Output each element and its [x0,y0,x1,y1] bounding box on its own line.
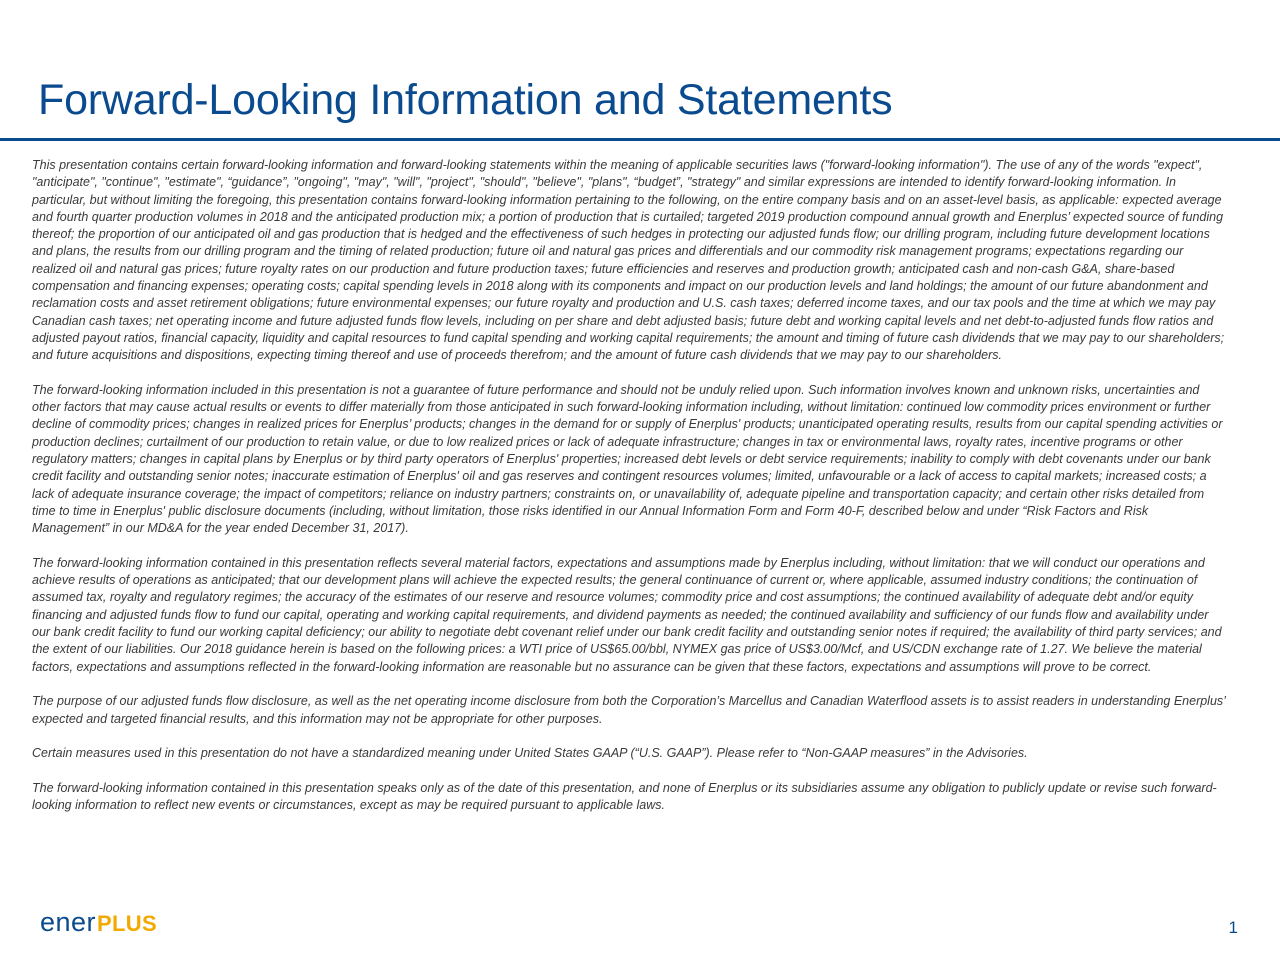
paragraph-forward-looking-intro: This presentation contains certain forward-looking information and forward-looking statements within the meaning of applicable securities laws ("forward-looking information"). The use of any of the words "expect", "anticipate", "continue", "estimate", “guidance”, "ongoing", "may", "will", "project", "should", "believe", "plans", “budget”, "strategy" and similar expressions are intended to identify forward-looking information. In particular, but without limiting the foregoing, this presentation contains forward-looking information pertaining to the following, on the entire company basis and on an asset-level basis, as applicable: expected average and fourth quarter production volumes in 2018 and the anticipated production mix; a portion of production that is curtailed; targeted 2019 production compound annual growth and Enerplus’ expected source of funding thereof; the proportion of our anticipated oil and gas production that is hedged and the effectiveness of such hedges in protecting our adjusted funds flow; our drilling program, including future development locations and plans, the results from our drilling program and the timing of related production; future oil and natural gas prices and differentials and our commodity risk management programs; expectations regarding our realized oil and natural gas prices; future royalty rates on our production and future production taxes; future efficiencies and reserves and production growth; anticipated cash and non-cash G&A, share-based compensation and financing expenses; operating costs; capital spending levels in 2018 along with its components and impact on our production levels and land holdings; the amount of our future abandonment and reclamation costs and asset retirement obligations; future environmental expenses; our future royalty and production and U.S. cash taxes; deferred income taxes, and our tax pools and the time at which we may pay Canadian cash taxes; net operating income and future adjusted funds flow levels, including on per share and debt adjusted basis; future debt and working capital levels and net debt-to-adjusted funds flow ratios and adjusted payout ratios, financial capacity, liquidity and capital resources to fund capital spending and working capital requirements; the amount and timing of future cash dividends that we may pay to our shareholders; and future acquisitions and dispositions, expecting timing thereof and use of proceeds therefrom; and the amount of future cash dividends that we may pay to our shareholders. [32,158,1225,363]
disclaimer-body [32,157,1228,814]
title-divider [0,138,1280,141]
paragraph-funds-flow-purpose: The purpose of our adjusted funds flow disclosure, as well as the net operating income disclosure from both the Corporation’s Marcellus and Canadian Waterflood assets is to assist readers in understanding Enerplus’ expected and targeted financial results, and this information may not be appropriate for other purposes. [32,694,1226,726]
logo-ener-text: ener [40,907,97,937]
slide-title: Forward-Looking Information and Statements [38,76,893,124]
paragraph-non-gaap: Certain measures used in this presentation do not have a standardized meaning under United States GAAP (“U.S. GAAP”). Please refer to “Non-GAAP measures” in the Advisories. [32,746,1028,761]
page-number: 1 [1228,918,1238,937]
enerplus-logo [40,907,157,937]
logo-plus-text: PLUS [97,911,157,936]
paragraph-no-obligation: The forward-looking information contained in this presentation speaks only as of the date of this presentation, and none of Enerplus or its subsidiaries assume any obligation to publicly update or revise such forward-looking information to reflect new events or circumstances, except as may be required pursuant to applicable laws. [32,780,1217,812]
paragraph-assumptions: The forward-looking information contained in this presentation reflects several material factors, expectations and assumptions made by Enerplus including, without limitation: that we will conduct our operations and achieve results of operations as anticipated; that our development plans will achieve the expected results; the general continuance of current or, where applicable, assumed industry conditions; the continuation of assumed tax, royalty and regulatory regimes; the accuracy of the estimates of our reserve and resource volumes; commodity price and cost assumptions; the continued availability of adequate debt and/or equity financing and adjusted funds flow to fund our capital, operating and working capital requirements, and dividend payments as needed; the continued availability and sufficiency of our funds flow and availability under our bank credit facility to fund our working capital deficiency; our ability to negotiate debt covenant relief under our bank credit facility and outstanding senior notes if required; the availability of third party services; and the extent of our liabilities. Our 2018 guidance herein is based on the following prices: a WTI price of US$65.00/bbl, NYMEX gas price of US$3.00/Mcf, and US/CDN exchange rate of 1.27. We believe the material factors, expectations and assumptions reflected in the forward-looking information are reasonable but no assurance can be given that these factors, expectations and assumptions will prove to be correct. [32,555,1222,674]
paragraph-risks: The forward-looking information included in this presentation is not a guarantee of future performance and should not be unduly relied upon. Such information involves known and unknown risks, uncertainties and other factors that may cause actual results or events to differ materially from those anticipated in such forward-looking information including, without limitation: continued low commodity prices environment or further decline of commodity prices; changes in realized prices for Enerplus’ products; changes in the demand for or supply of Enerplus' products; unanticipated operating results, results from our capital spending activities or production declines; curtailment of our production to retain value, or due to low realized prices or lack of adequate infrastructure; changes in tax or environmental laws, royalty rates, incentive programs or other regulatory matters; changes in capital plans by Enerplus or by third party operators of Enerplus' properties; increased debt levels or debt service requirements; inability to comply with debt covenants under our bank credit facility and outstanding senior notes; inaccurate estimation of Enerplus' oil and gas reserves and contingent resources volumes; limited, unfavourable or a lack of access to capital markets; increased costs; a lack of adequate insurance coverage; the impact of competitors; reliance on industry partners; constraints on, or unavailability of, adequate pipeline and transportation capacity; and certain other risks detailed from time to time in Enerplus' public disclosure documents (including, without limitation, those risks identified in our Annual Information Form and Form 40-F, described below and under “Risk Factors and Risk Management” in our MD&A for the year ended December 31, 2017). [32,382,1223,536]
